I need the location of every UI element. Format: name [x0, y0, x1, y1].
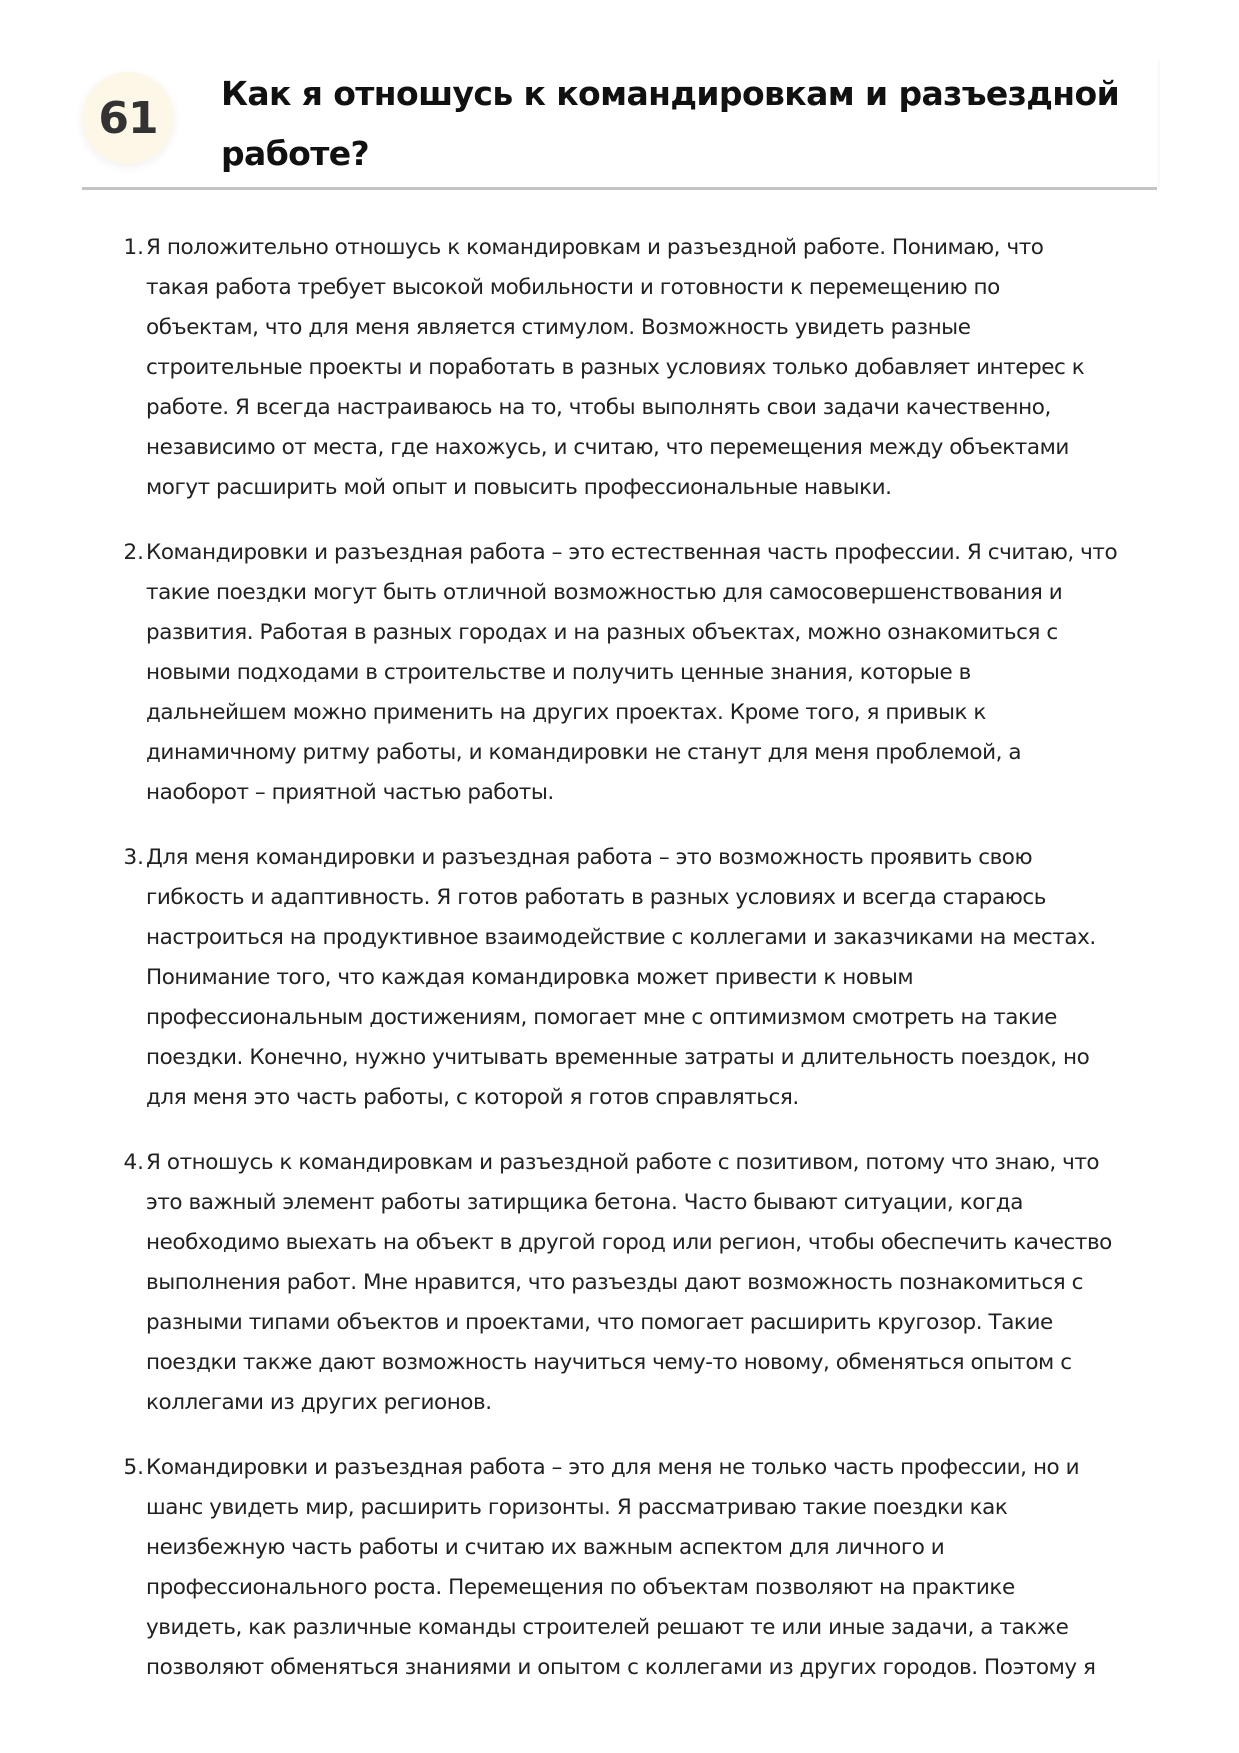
answer-line: такая работа требует высокой мобильности и готовности к перемещению по	[146, 275, 1000, 300]
answer-line: объектам, что для меня является стимулом. Возможность увидеть разные	[146, 315, 971, 340]
answer-text	[146, 1143, 1112, 1423]
answer-line: разными типами объектов и проектами, что помогает расширить кругозор. Такие	[146, 1310, 1053, 1335]
question-number-badge: 61	[82, 72, 174, 164]
answer-line: Командировки и разъездная работа – это естественная часть профессии. Я считаю, что	[146, 540, 1118, 565]
answer-line: независимо от места, где нахожусь, и считаю, что перемещения между объектами	[146, 435, 1069, 460]
answer-line: строительные проекты и поработать в разных условиях только добавляет интерес к	[146, 355, 1085, 380]
question-title	[221, 64, 1151, 184]
answer-line: поездки. Конечно, нужно учитывать временные затраты и длительность поездок, но	[146, 1045, 1090, 1070]
answer-number: 2.	[123, 540, 144, 565]
answer-line: коллегами из других регионов.	[146, 1390, 492, 1415]
answer-line: шанс увидеть мир, расширить горизонты. Я рассматриваю такие поездки как	[146, 1495, 1008, 1520]
answer-line: выполнения работ. Мне нравится, что разъезды дают возможность познакомиться с	[146, 1270, 1083, 1295]
answer-line: такие поездки могут быть отличной возможностью для самосовершенствования и	[146, 580, 1063, 605]
answer-line: могут расширить мой опыт и повысить профессиональные навыки.	[146, 475, 892, 500]
answer-text	[146, 1448, 1096, 1688]
answer-line: гибкость и адаптивность. Я готов работать в разных условиях и всегда стараюсь	[146, 885, 1046, 910]
answer-line: Понимание того, что каждая командировка может привести к новым	[146, 965, 914, 990]
answer-line: наоборот – приятной частью работы.	[146, 780, 554, 805]
question-title-line: работе?	[221, 134, 370, 173]
answer-line: увидеть, как различные команды строителей решают те или иные задачи, а также	[146, 1615, 1069, 1640]
answer-line: позволяют обменяться знаниями и опытом с коллегами из других городов. Поэтому я	[146, 1655, 1096, 1680]
answer-line: неизбежную часть работы и считаю их важным аспектом для личного и	[146, 1535, 945, 1560]
answer-line: это важный элемент работы затирщика бетона. Часто бывают ситуации, когда	[146, 1190, 1023, 1215]
answer-line: новыми подходами в строительстве и получить ценные знания, которые в	[146, 660, 971, 685]
answer-line: поездки также дают возможность научиться чему-то новому, обменяться опытом с	[146, 1350, 1072, 1375]
answer-number: 1.	[123, 235, 144, 260]
answer-line: Для меня командировки и разъездная работа – это возможность проявить свою	[146, 845, 1033, 870]
answer-line: работе. Я всегда настраиваюсь на то, чтобы выполнять свои задачи качественно,	[146, 395, 1051, 420]
answer-line: для меня это часть работы, с которой я готов справляться.	[146, 1085, 799, 1110]
answer-line: дальнейшем можно применить на других проектах. Кроме того, я привык к	[146, 700, 986, 725]
answer-line: необходимо выехать на объект в другой город или регион, чтобы обеспечить качество	[146, 1230, 1112, 1255]
answer-line: профессионального роста. Перемещения по объектам позволяют на практике	[146, 1575, 1015, 1600]
answer-line: развития. Работая в разных городах и на разных объектах, можно ознакомиться с	[146, 620, 1058, 645]
answer-text	[146, 228, 1084, 508]
answer-number: 3.	[123, 845, 144, 870]
answer-line: настроиться на продуктивное взаимодействие с коллегами и заказчиками на местах.	[146, 925, 1096, 950]
question-title-line: Как я отношусь к командировкам и разъездной	[221, 74, 1120, 113]
answer-line: Я отношусь к командировкам и разъездной работе с позитивом, потому что знаю, что	[146, 1150, 1100, 1175]
answer-text	[146, 533, 1117, 813]
answer-line: профессиональным достижениям, помогает мне с оптимизмом смотреть на такие	[146, 1005, 1057, 1030]
answer-number: 5.	[123, 1455, 144, 1480]
header-divider	[82, 187, 1157, 190]
answer-line: Командировки и разъездная работа – это для меня не только часть профессии, но и	[146, 1455, 1080, 1480]
answer-line: Я положительно отношусь к командировкам и разъездной работе. Понимаю, что	[146, 235, 1044, 260]
answer-line: динамичному ритму работы, и командировки не станут для меня проблемой, а	[146, 740, 1022, 765]
answer-text	[146, 838, 1096, 1118]
answer-number: 4.	[123, 1150, 144, 1175]
